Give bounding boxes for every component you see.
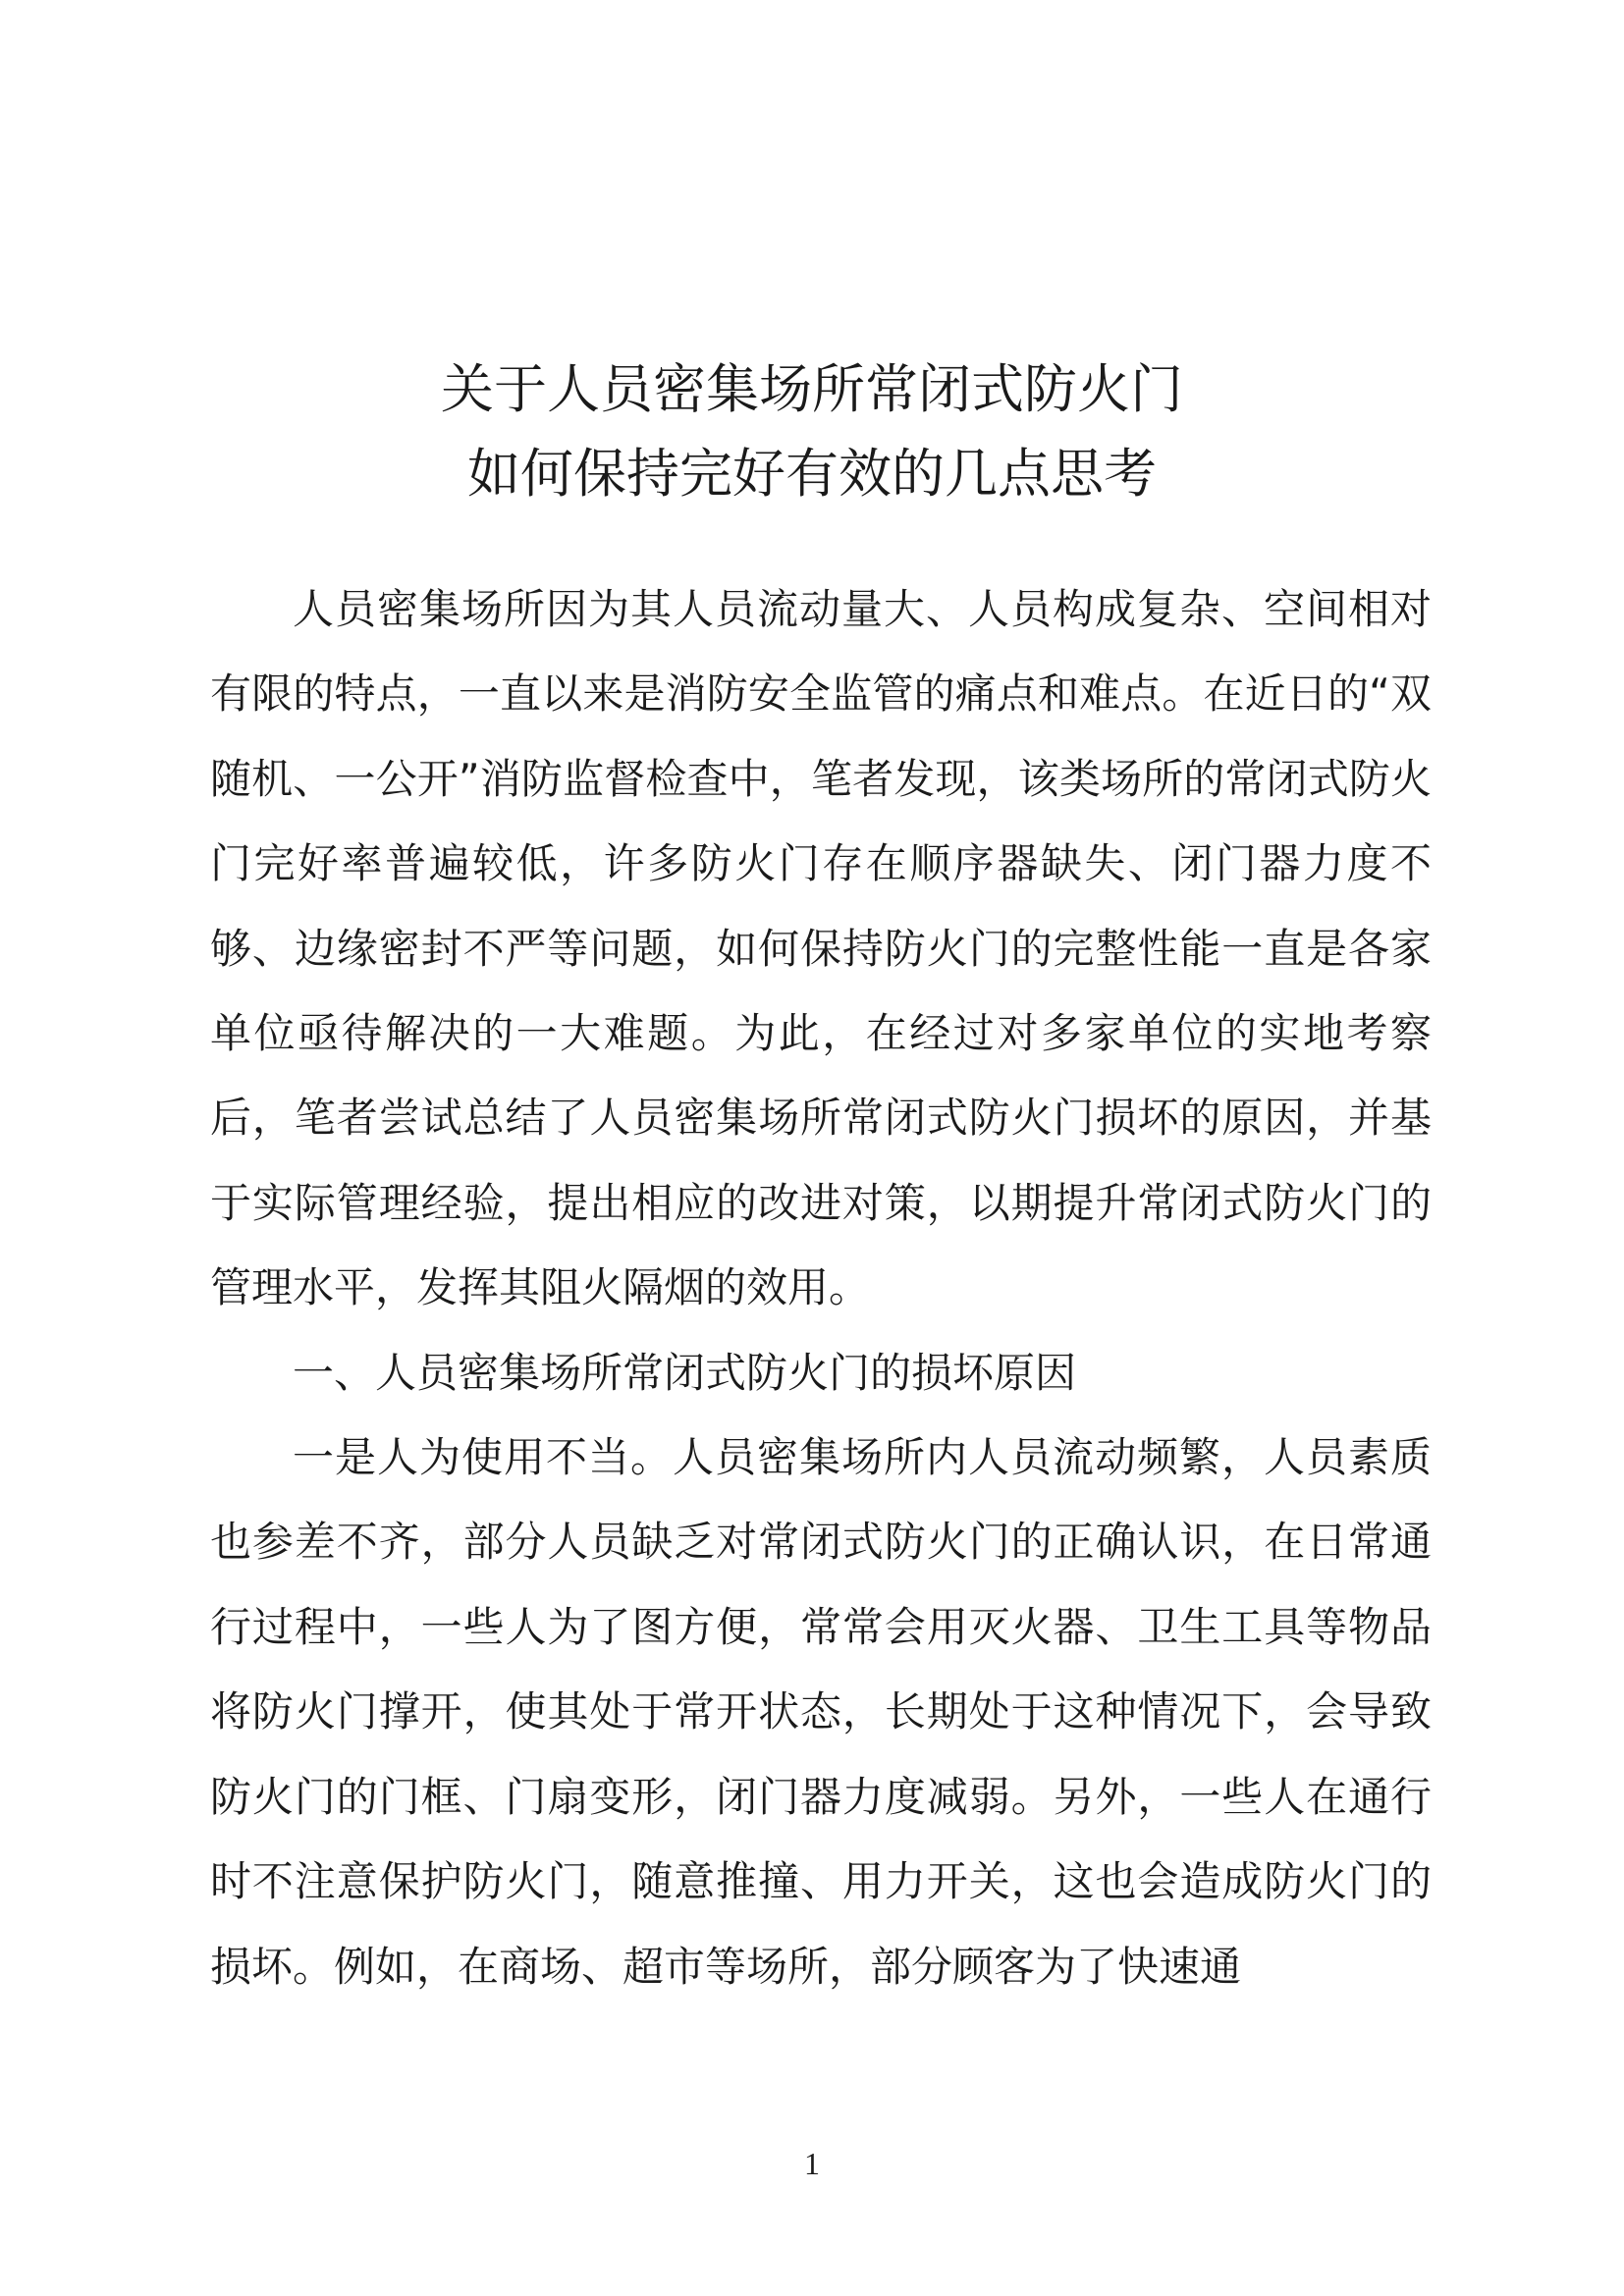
intro-paragraph: 人员密集场所因为其人员流动量大、人员构成复杂、空间相对有限的特点，一直以来是消防安全监管的痛点和难点。在近日的“双随机、一公开”消防监督检查中，笔者发现，该类场所的常闭式防火门完好率普遍较低，许多防火门存在顺序器缺失、闭门器力度不够、边缘密封不严等问题，如何保持防火门的完整性能一直是各家单位亟待解决的一大难题。为此，在经过对多家单位的实地考察后，笔者尝试总结了人员密集场所常闭式防火门损坏的原因，并基于实际管理经验，提出相应的改进对策，以期提升常闭式防火门的管理水平，发挥其阻火隔烟的效用。 xyxy=(210,585,1432,1312)
body-paragraph: 一是人为使用不当。人员密集场所内人员流动频繁，人员素质也参差不齐，部分人员缺乏对常闭式防火门的正确认识，在日常通行过程中，一些人为了图方便，常常会用灭火器、卫生工具等物品将防火门撑开，使其处于常开状态，长期处于这种情况下，会导致防火门的门框、门扇变形，闭门器力度减弱。另外，一些人在通行时不注意保护防火门，随意推撞、用力开关，这也会造成防火门的损坏。例如，在商场、超市等场所，部分顾客为了快速通 xyxy=(210,1433,1432,1991)
document-title xyxy=(0,347,1624,516)
title-line-1: 关于人员密集场所常闭式防火门 xyxy=(441,358,1183,421)
section-heading: 一、人员密集场所常闭式防火门的损坏原因 xyxy=(293,1348,1077,1397)
title-line-2: 如何保持完好有效的几点思考 xyxy=(467,443,1157,506)
page-number: 1 xyxy=(804,2146,820,2181)
document-body xyxy=(210,567,1432,2009)
